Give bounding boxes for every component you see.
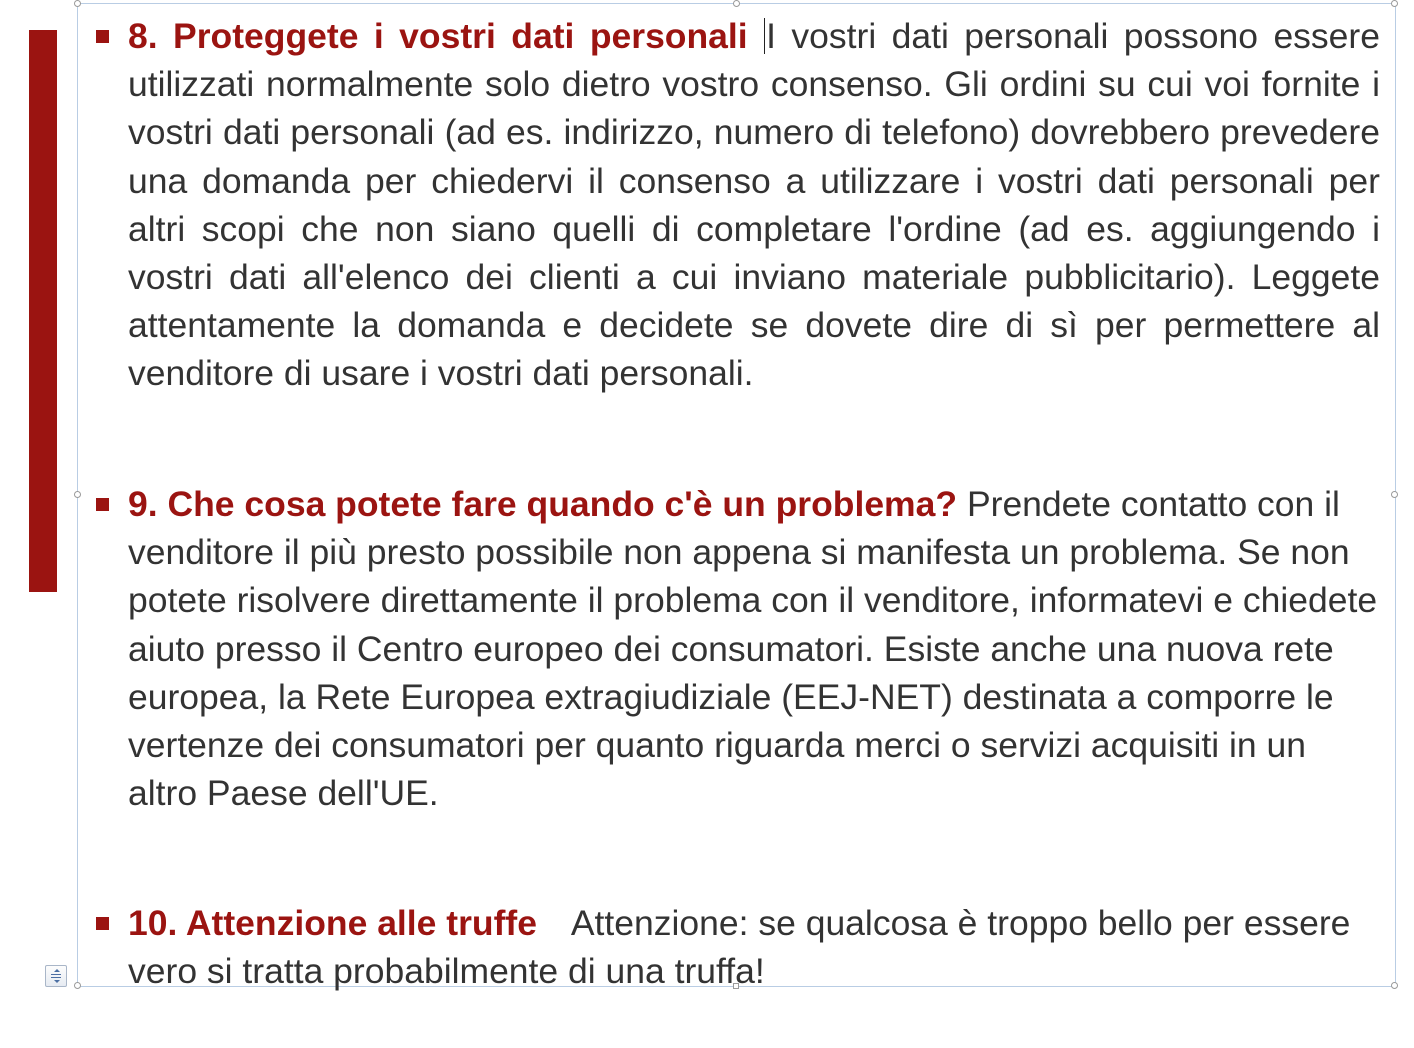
resize-handle-middle-right[interactable] (1391, 491, 1398, 498)
bullet-item-8[interactable] (128, 12, 1380, 398)
autofit-line (51, 974, 61, 975)
autofit-line (51, 977, 61, 978)
square-bullet-icon (96, 30, 109, 43)
bullet-heading: 9. Che cosa potete fare quando c'è un problema? (128, 484, 958, 524)
arrow-down-icon (54, 980, 60, 983)
bullet-heading: 8. Proteggete i vostri dati personali (128, 16, 748, 56)
bullet-heading: 10. Attenzione alle truffe (128, 903, 537, 943)
resize-handle-top-middle[interactable] (733, 0, 740, 7)
square-bullet-icon (96, 498, 109, 511)
resize-handle-middle-left[interactable] (74, 491, 81, 498)
resize-handle-top-left[interactable] (74, 0, 81, 7)
bullet-item-10[interactable] (128, 899, 1380, 995)
bullet-body: Prendete contatto con il venditore il più presto possibile non appena si manifesta un problema. Se non potete risolvere direttamente il problema con il venditore, informatevi e chiedete aiuto presso il Centro europeo dei consumatori. Esiste anche una nuova rete europea, la Rete Europea extragiudiziale (EEJ-NET) destinata a comporre le vertenze dei consumatori per quanto riguarda merci o servizi acquisiti in un altro Paese dell'UE. (128, 484, 1378, 814)
bullet-body: I vostri dati personali possono essere utilizzati normalmente solo dietro vostro consenso. Gli ordini su cui voi fornite i vostri dati personali (ad es. indirizzo, numero di telefono) dovrebbero prevedere una domanda per chiedervi il consenso a utilizzare i vostri dati personali per altri scopi che non siano quelli di completare l'ordine (ad es. aggiungendo i vostri dati all'elenco dei clienti a cui inviano materiale pubblicitario). Leggete attentamente la domanda e decidete se dovete dire di sì per permettere al venditore di usare i vostri dati personali. (128, 16, 1380, 394)
resize-handle-bottom-right[interactable] (1391, 982, 1398, 989)
square-bullet-icon (96, 917, 109, 930)
bullet-body: Attenzione: se qualcosa è troppo bello per essere vero si tratta probabilmente di una truffa! (128, 903, 1351, 992)
resize-handle-bottom-left[interactable] (74, 982, 81, 989)
accent-bar (29, 30, 57, 592)
resize-handle-top-right[interactable] (1391, 0, 1398, 7)
arrow-up-icon (54, 969, 60, 972)
bullet-item-9[interactable] (128, 480, 1380, 817)
autofit-options-icon[interactable] (45, 965, 67, 987)
text-cursor (764, 18, 765, 54)
